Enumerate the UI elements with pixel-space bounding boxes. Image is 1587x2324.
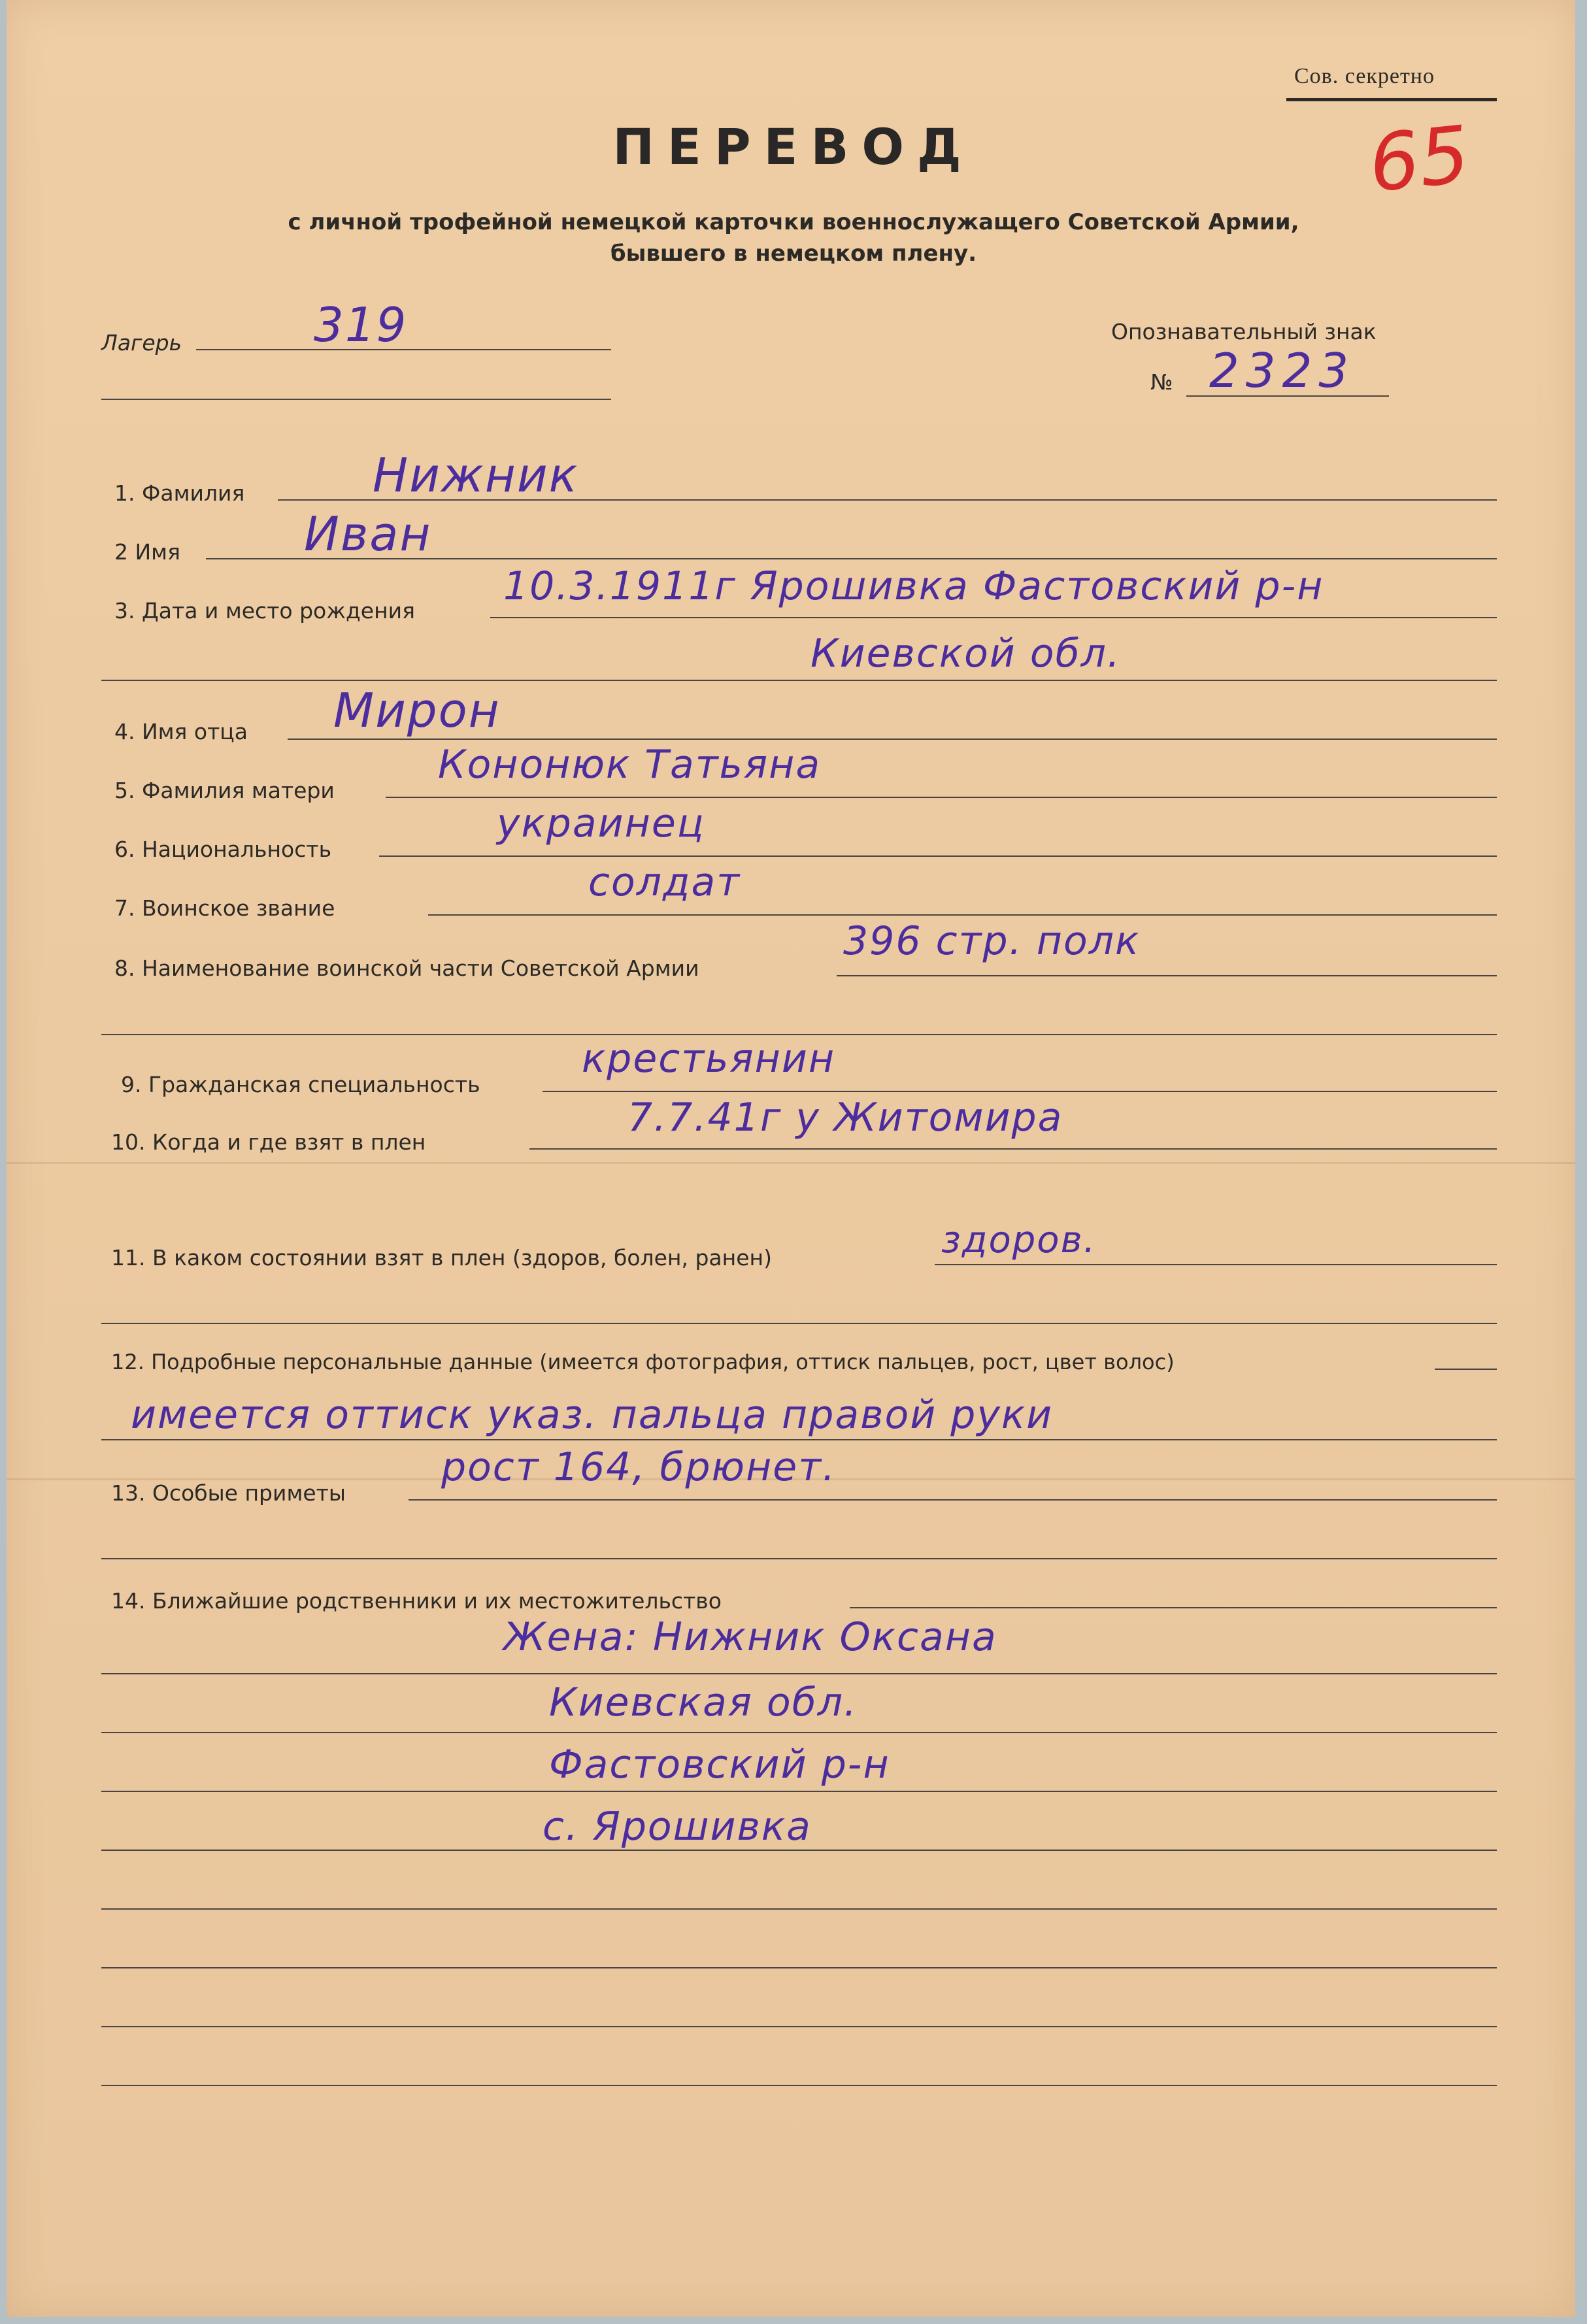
relatives-line-6: [101, 1967, 1497, 1968]
relatives-line-7: [101, 2026, 1497, 2027]
camp-line-2: [101, 399, 611, 400]
special-marks-value: рост 164, брюнет.: [441, 1444, 837, 1490]
document-title: ПЕРЕВОД: [612, 118, 975, 176]
personal-data-label: 12. Подробные персональные данные (имеется фотография, оттиск пальцев, рост, цвет волос): [111, 1350, 1175, 1374]
civil-profession-label: 9. Гражданская специальность: [121, 1072, 480, 1097]
relatives-line-4: [101, 1850, 1497, 1851]
rank-line: [428, 914, 1497, 916]
surname-label: 1. Фамилия: [114, 480, 245, 506]
fold-crease: [7, 1162, 1575, 1164]
civil-profession-value: крестьянин: [582, 1036, 836, 1082]
document-subtitle-line2: бывшего в немецком плену.: [610, 241, 977, 267]
relatives-value-line2: Киевская обл.: [549, 1680, 858, 1725]
secrecy-stamp: Сов. секретно: [1294, 64, 1435, 88]
special-marks-line-2: [101, 1558, 1497, 1559]
secrecy-underline: [1286, 98, 1497, 101]
id-tag-value: 2323: [1209, 343, 1356, 398]
nationality-label: 6. Национальность: [114, 837, 332, 862]
camp-label: Лагерь: [101, 330, 182, 356]
rank-value: солдат: [588, 859, 741, 905]
birth-value: 10.3.1911г Ярошивка Фастовский р-н: [503, 563, 1324, 609]
birth-line-2: [101, 680, 1497, 681]
birth-line: [490, 617, 1497, 618]
military-unit-line: [837, 975, 1497, 976]
relatives-value-line4: с. Ярошивка: [543, 1804, 812, 1850]
condition-value: здоров.: [941, 1219, 1097, 1261]
special-marks-line: [409, 1499, 1497, 1501]
military-unit-value: 396 стр. полк: [843, 918, 1141, 964]
page-number-handwritten: 65: [1365, 109, 1474, 210]
name-value: Иван: [304, 506, 432, 561]
father-name-line: [288, 739, 1497, 740]
capture-label: 10. Когда и где взят в плен: [111, 1129, 426, 1155]
mother-surname-value: Кононюк Татьяна: [438, 742, 822, 788]
relatives-label: 14. Ближайшие родственники и их местожительство: [111, 1588, 722, 1614]
nationality-value: украинец: [497, 801, 705, 846]
id-tag-label: Опознавательный знак: [1111, 319, 1377, 344]
relatives-line: [850, 1607, 1497, 1608]
father-name-label: 4. Имя отца: [114, 719, 248, 744]
military-unit-line-2: [101, 1034, 1497, 1035]
capture-value: 7.7.41г у Житомира: [627, 1095, 1063, 1140]
condition-label: 11. В каком состоянии взят в плен (здоров, болен, ранен): [111, 1245, 772, 1270]
relatives-line-5: [101, 1908, 1497, 1910]
nationality-line: [379, 855, 1497, 857]
surname-value: Нижник: [373, 448, 579, 503]
name-label: 2 Имя: [114, 539, 180, 565]
relatives-line-2: [101, 1732, 1497, 1733]
relatives-line-3: [101, 1791, 1497, 1792]
mother-surname-line: [386, 797, 1497, 798]
birth-value-2: Киевской обл.: [810, 631, 1122, 676]
relatives-line-1: [101, 1673, 1497, 1674]
military-unit-label: 8. Наименование воинской части Советской Армии: [114, 955, 699, 981]
relatives-value-line3: Фастовский р-н: [549, 1742, 890, 1787]
condition-line-2: [101, 1323, 1497, 1324]
relatives-value-line1: Жена: Нижник Оксана: [503, 1614, 997, 1660]
mother-surname-label: 5. Фамилия матери: [114, 778, 335, 803]
relatives-line-8: [101, 2085, 1497, 2086]
document-subtitle-line1: с личной трофейной немецкой карточки военнослужащего Советской Армии,: [288, 209, 1299, 235]
personal-data-line-2: [101, 1439, 1497, 1440]
civil-profession-line: [543, 1091, 1497, 1092]
capture-line: [529, 1148, 1497, 1150]
father-name-value: Мирон: [333, 683, 501, 738]
personal-data-value: имеется оттиск указ. пальца правой руки: [131, 1392, 1054, 1438]
special-marks-label: 13. Особые приметы: [111, 1480, 346, 1506]
personal-data-line: [1435, 1369, 1497, 1370]
id-tag-prefix: №: [1150, 369, 1173, 395]
rank-label: 7. Воинское звание: [114, 895, 335, 921]
condition-line: [935, 1264, 1497, 1265]
camp-value: 319: [314, 297, 408, 352]
birth-label: 3. Дата и место рождения: [114, 598, 415, 623]
